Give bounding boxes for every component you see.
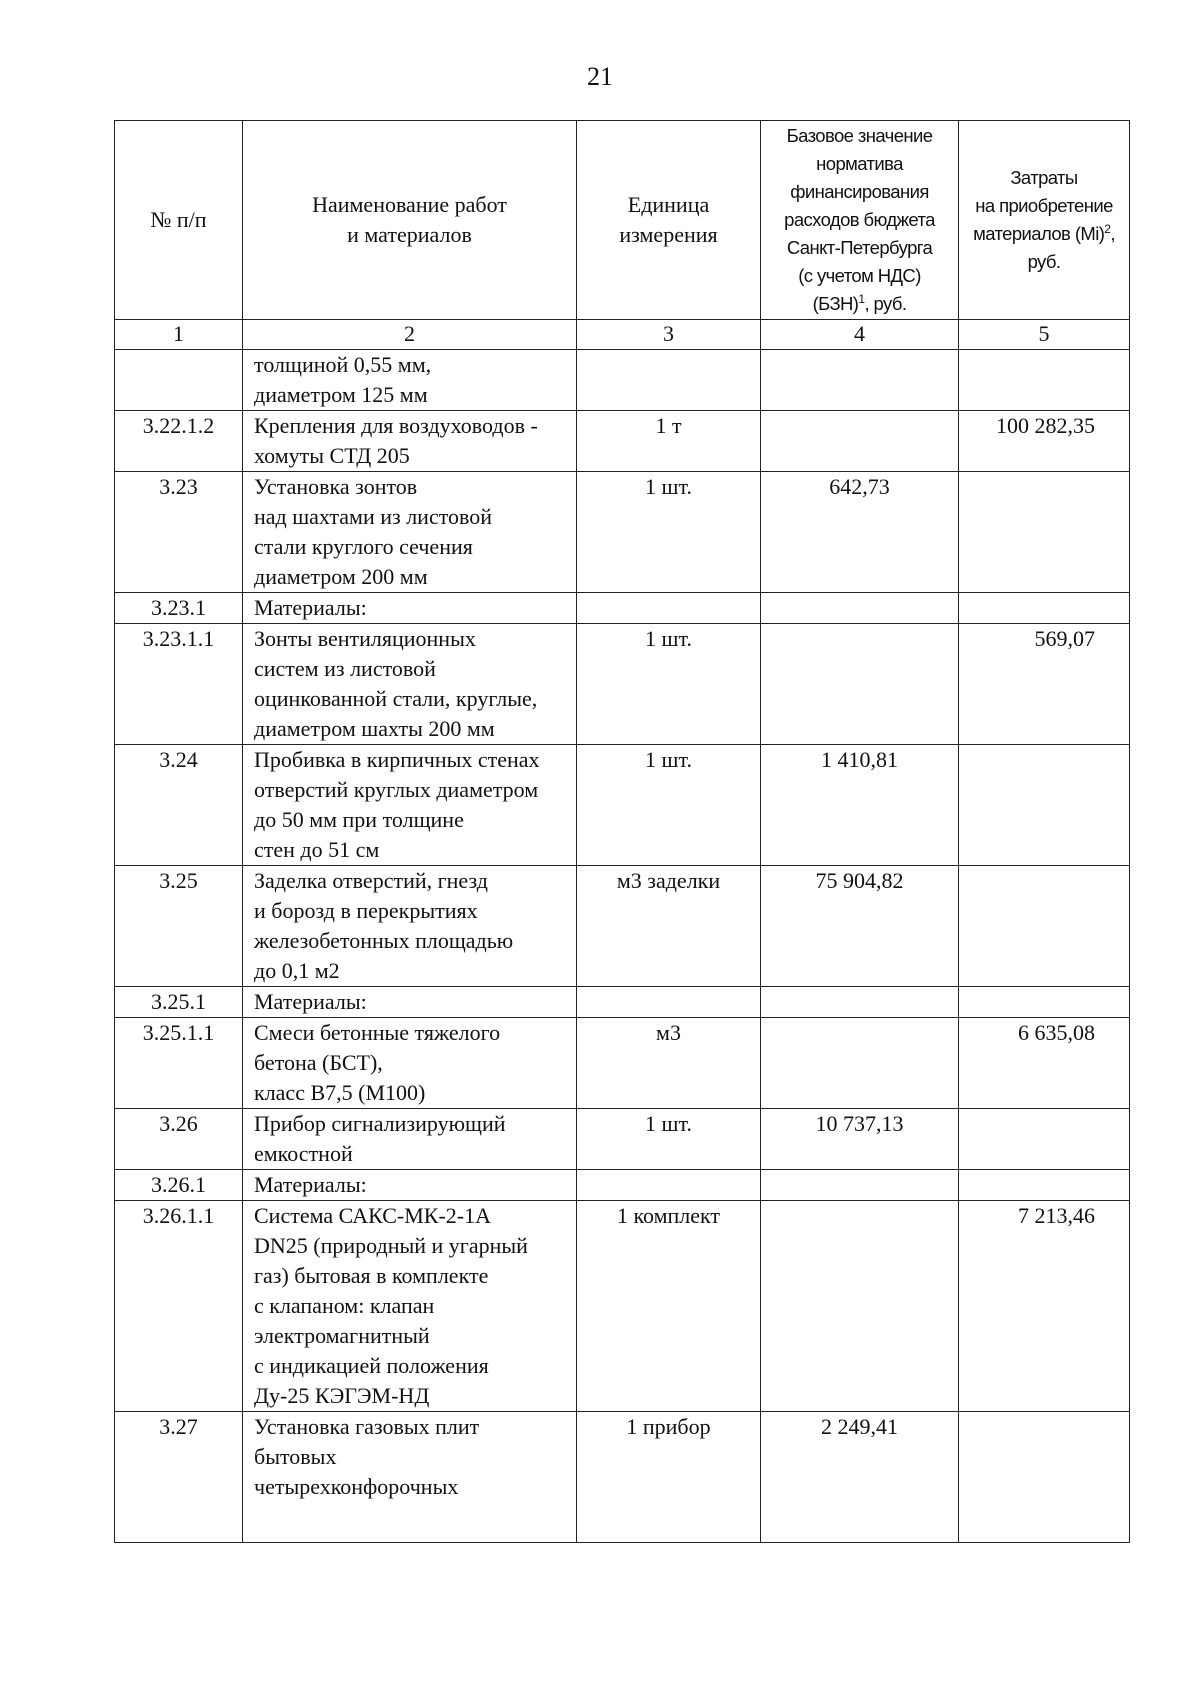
header-base-value-line: Базовое значение xyxy=(786,125,933,146)
table-row xyxy=(115,987,1130,1018)
work-name xyxy=(243,987,577,1018)
work-name-line: железобетонных площадью xyxy=(254,928,514,953)
row-number xyxy=(115,350,243,411)
base-value xyxy=(761,987,959,1018)
material-cost: 100 282,35 xyxy=(959,411,1130,472)
column-number: 1 xyxy=(115,320,243,350)
work-name-line: Смеси бетонные тяжелого xyxy=(254,1020,501,1045)
work-name xyxy=(243,350,577,411)
header-work-name xyxy=(243,121,577,320)
column-number: 2 xyxy=(243,320,577,350)
page-number: 21 xyxy=(587,62,613,91)
material-cost xyxy=(959,1412,1130,1543)
row-number: 3.25.1.1 xyxy=(115,1018,243,1109)
base-value: 642,73 xyxy=(761,472,959,593)
work-name-line: диаметром шахты 200 мм xyxy=(254,716,495,741)
table-row xyxy=(115,350,1130,411)
row-number: 3.25 xyxy=(115,866,243,987)
work-name xyxy=(243,1018,577,1109)
base-value xyxy=(761,411,959,472)
work-name-line: Система САКС-МК-2-1А xyxy=(254,1203,491,1228)
unit-of-measure xyxy=(577,593,761,624)
row-number: 3.26 xyxy=(115,1109,243,1170)
table-row xyxy=(115,1201,1130,1412)
row-number: 3.22.1.2 xyxy=(115,411,243,472)
work-name-line: Зонты вентиляционных xyxy=(254,626,476,651)
header-base-value-line: норматива xyxy=(816,153,903,174)
base-value: 75 904,82 xyxy=(761,866,959,987)
footnote-marker-1: 1 xyxy=(858,291,865,306)
header-base-value-line: (с учетом НДС) xyxy=(798,265,921,286)
material-cost xyxy=(959,1170,1130,1201)
work-name xyxy=(243,624,577,745)
work-name-line: стен до 51 см xyxy=(254,837,380,862)
work-name xyxy=(243,472,577,593)
material-cost: 6 635,08 xyxy=(959,1018,1130,1109)
work-name-line: бытовых xyxy=(254,1444,337,1469)
unit-of-measure: 1 прибор xyxy=(577,1412,761,1543)
header-base-value-line: финансирования xyxy=(790,181,929,202)
work-name-line: диаметром 125 мм xyxy=(254,382,428,407)
row-number: 3.26.1 xyxy=(115,1170,243,1201)
material-cost xyxy=(959,745,1130,866)
table-row xyxy=(115,593,1130,624)
work-name-line: четырехконфорочных xyxy=(254,1474,459,1499)
header-material-costs xyxy=(959,121,1130,320)
work-name-line: оцинкованной стали, круглые, xyxy=(254,686,538,711)
work-name xyxy=(243,1170,577,1201)
column-number-row xyxy=(115,320,1130,350)
work-name-line: с клапаном: клапан xyxy=(254,1293,435,1318)
work-name-line: с индикацией положения xyxy=(254,1353,489,1378)
material-cost xyxy=(959,350,1130,411)
table-row xyxy=(115,1170,1130,1201)
work-name-line: до 0,1 м2 xyxy=(254,958,340,983)
work-name xyxy=(243,593,577,624)
row-number: 3.26.1.1 xyxy=(115,1201,243,1412)
column-number: 3 xyxy=(577,320,761,350)
base-value xyxy=(761,624,959,745)
work-name-line: Крепления для воздуховодов - xyxy=(254,413,538,438)
header-mi-label: материалов (Mi) xyxy=(973,223,1105,244)
work-name-line: Материалы: xyxy=(254,1172,367,1197)
row-number: 3.23.1.1 xyxy=(115,624,243,745)
material-cost xyxy=(959,987,1130,1018)
row-number: 3.25.1 xyxy=(115,987,243,1018)
work-name-line: и борозд в перекрытиях xyxy=(254,898,478,923)
unit-of-measure: 1 комплект xyxy=(577,1201,761,1412)
work-name-line: систем из листовой xyxy=(254,656,436,681)
table-row xyxy=(115,411,1130,472)
work-name-line: Материалы: xyxy=(254,595,367,620)
footnote-marker-2: 2 xyxy=(1104,221,1111,236)
work-name-line: класс В7,5 (М100) xyxy=(254,1080,426,1105)
work-name xyxy=(243,1109,577,1170)
base-value xyxy=(761,593,959,624)
column-number: 4 xyxy=(761,320,959,350)
table-row xyxy=(115,866,1130,987)
work-name-line: Материалы: xyxy=(254,989,367,1014)
material-cost xyxy=(959,593,1130,624)
work-name-line: до 50 мм при толщине xyxy=(254,807,464,832)
work-name-line: Заделка отверстий, гнезд xyxy=(254,868,488,893)
base-value xyxy=(761,1201,959,1412)
header-base-value-line: расходов бюджета xyxy=(784,209,935,230)
table-header-row xyxy=(115,121,1130,320)
table-row xyxy=(115,472,1130,593)
work-name-line: Ду-25 КЭГЭМ-НД xyxy=(254,1383,430,1408)
table-row xyxy=(115,745,1130,866)
unit-of-measure: м3 xyxy=(577,1018,761,1109)
base-value xyxy=(761,350,959,411)
unit-of-measure: 1 т xyxy=(577,411,761,472)
header-material-costs-line: на приобретение xyxy=(975,195,1113,216)
work-name-line: толщиной 0,55 мм, xyxy=(254,352,432,377)
work-name xyxy=(243,1412,577,1543)
header-base-value xyxy=(761,121,959,320)
work-name-line: Пробивка в кирпичных стенах xyxy=(254,747,540,772)
work-name-line: Прибор сигнализирующий xyxy=(254,1111,506,1136)
work-name-line: емкостной xyxy=(254,1141,353,1166)
base-value: 10 737,13 xyxy=(761,1109,959,1170)
work-name-line: Установка газовых плит xyxy=(254,1414,480,1439)
work-name-line: электромагнитный xyxy=(254,1323,430,1348)
header-unit xyxy=(577,121,761,320)
header-work-name-line: Наименование работ xyxy=(312,192,507,217)
table-row xyxy=(115,1109,1130,1170)
work-name-line: Установка зонтов xyxy=(254,474,418,499)
header-unit-line: Единица xyxy=(627,192,710,217)
unit-of-measure: 1 шт. xyxy=(577,472,761,593)
work-name xyxy=(243,411,577,472)
work-name-line: диаметром 200 мм xyxy=(254,564,428,589)
header-bzn-abbr: (БЗН) xyxy=(812,293,859,314)
work-name-line: стали круглого сечения xyxy=(254,534,473,559)
material-cost: 7 213,46 xyxy=(959,1201,1130,1412)
table-body xyxy=(115,350,1130,1543)
work-name-line: бетона (БСТ), xyxy=(254,1050,383,1075)
work-name-line: отверстий круглых диаметром xyxy=(254,777,539,802)
base-value xyxy=(761,1018,959,1109)
header-bzn-unit: , руб. xyxy=(864,293,907,314)
table-row xyxy=(115,1412,1130,1543)
header-work-name-line: и материалов xyxy=(347,222,472,247)
financing-norms-table xyxy=(114,120,1130,1543)
material-cost xyxy=(959,472,1130,593)
row-number: 3.23.1 xyxy=(115,593,243,624)
base-value: 2 249,41 xyxy=(761,1412,959,1543)
work-name xyxy=(243,1201,577,1412)
row-number: 3.24 xyxy=(115,745,243,866)
table-row xyxy=(115,624,1130,745)
unit-of-measure xyxy=(577,1170,761,1201)
unit-of-measure: 1 шт. xyxy=(577,1109,761,1170)
unit-of-measure: 1 шт. xyxy=(577,745,761,866)
header-material-costs-line: Затраты xyxy=(1010,167,1078,188)
row-number: 3.27 xyxy=(115,1412,243,1543)
header-base-value-line: Санкт-Петербурга xyxy=(786,237,933,258)
header-unit-line: измерения xyxy=(619,222,718,247)
work-name-line: DN25 (природный и угарный xyxy=(254,1233,528,1258)
work-name-line: хомуты СТД 205 xyxy=(254,443,410,468)
base-value: 1 410,81 xyxy=(761,745,959,866)
material-cost xyxy=(959,1109,1130,1170)
unit-of-measure xyxy=(577,987,761,1018)
header-number: № п/п xyxy=(115,121,243,320)
header-material-costs-mat-line xyxy=(959,220,1129,248)
unit-of-measure xyxy=(577,350,761,411)
unit-of-measure: 1 шт. xyxy=(577,624,761,745)
column-number: 5 xyxy=(959,320,1130,350)
work-name-line: над шахтами из листовой xyxy=(254,504,493,529)
work-name xyxy=(243,745,577,866)
unit-of-measure: м3 заделки xyxy=(577,866,761,987)
material-cost: 569,07 xyxy=(959,624,1130,745)
table-row xyxy=(115,1018,1130,1109)
material-cost xyxy=(959,866,1130,987)
header-material-costs-unit: руб. xyxy=(1027,251,1061,272)
work-name-line: газ) бытовая в комплекте xyxy=(254,1263,489,1288)
header-base-value-last-line xyxy=(761,290,958,318)
header-mi-comma: , xyxy=(1110,223,1115,244)
base-value xyxy=(761,1170,959,1201)
work-name xyxy=(243,866,577,987)
row-number: 3.23 xyxy=(115,472,243,593)
